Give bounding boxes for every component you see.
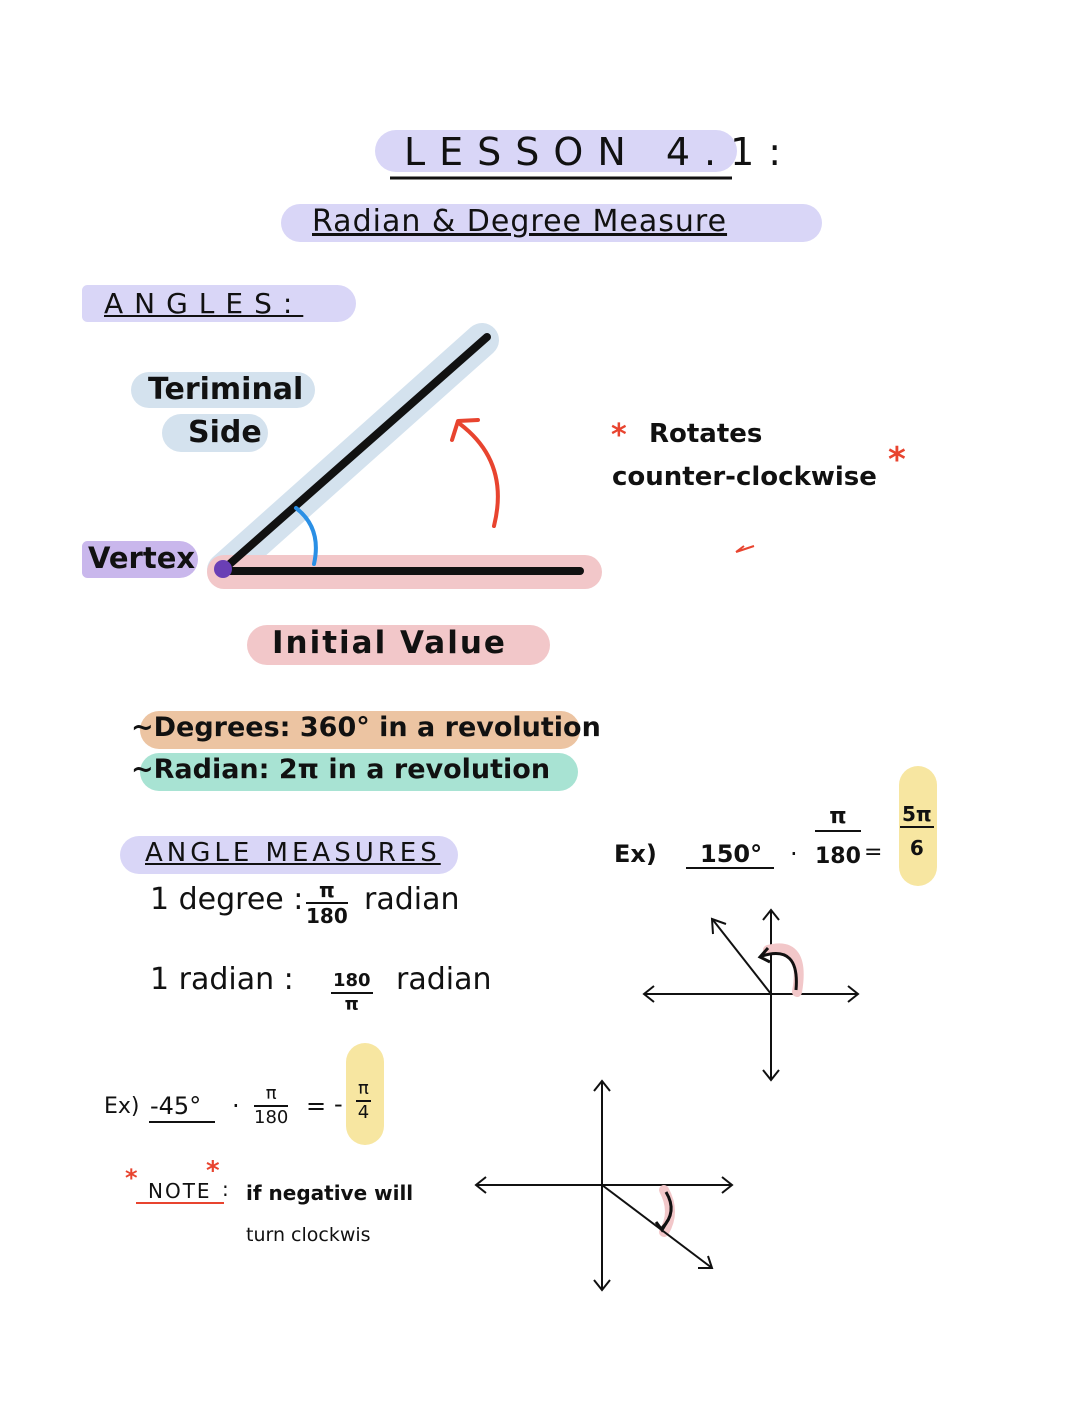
page-subtitle: Radian & Degree Measure xyxy=(312,204,728,239)
radian-conversion-unit: radian xyxy=(396,962,492,997)
note-line-2: turn clockwis xyxy=(246,1224,371,1246)
radian-definition: ~Radian: 2π in a revolution xyxy=(131,754,551,785)
vertex-dot xyxy=(214,560,232,578)
terminal-ray-neg45 xyxy=(602,1185,712,1268)
example1-dot: · xyxy=(232,1092,240,1120)
axes-example-2 xyxy=(644,910,858,1080)
example1-fraction: $\frac{\pi}{180}$ xyxy=(254,1083,289,1128)
initial-side-label: Initial Value xyxy=(272,625,507,661)
example1-sign: - xyxy=(334,1090,343,1118)
radian-conversion-fraction: $\frac{180}{\pi}$ xyxy=(333,970,371,1015)
rotation-arrow xyxy=(460,424,498,526)
small-mark xyxy=(736,546,754,552)
axes-note xyxy=(476,1081,732,1290)
angle-measures-heading: ANGLE MEASURES xyxy=(145,838,441,868)
terminal-side-label: Teriminal xyxy=(148,372,304,407)
note-colon: : xyxy=(222,1177,229,1201)
example1-result: $\frac{\pi}{4}$ xyxy=(357,1078,370,1123)
example1-equals: = xyxy=(306,1092,327,1120)
rotation-note-1: Rotates xyxy=(649,419,763,449)
degree-conversion-fraction: $\frac{\pi}{180}$ xyxy=(306,878,348,928)
degree-conversion-lead: 1 degree : xyxy=(150,882,304,917)
vertex-label: Vertex xyxy=(88,541,196,575)
example2-fraction: $\frac{\pi}{180}$ xyxy=(815,804,861,869)
note-label: NOTE xyxy=(148,1179,212,1203)
example2-result: $\frac{5\pi}{6}$ xyxy=(902,802,932,860)
rotation-star-2: * xyxy=(888,440,906,480)
example1-prefix: Ex) xyxy=(104,1094,140,1119)
page-title: LESSON 4.1: xyxy=(404,130,796,174)
radian-conversion-lead: 1 radian : xyxy=(150,962,294,997)
degree-conversion-unit: radian xyxy=(364,882,460,917)
degrees-definition: ~Degrees: 360° in a revolution xyxy=(131,712,601,743)
note-star-2: * xyxy=(206,1156,220,1186)
rotation-star: * xyxy=(611,418,627,453)
note-star-1: * xyxy=(125,1164,138,1192)
terminal-side-label-2: Side xyxy=(188,415,262,450)
example2-equals: = xyxy=(864,840,883,865)
example2-dot: · xyxy=(790,840,798,868)
note-line-1: if negative will xyxy=(246,1181,414,1205)
example2-prefix: Ex) xyxy=(614,840,657,868)
example2-value: 150° xyxy=(700,840,763,868)
example1-value: -45° xyxy=(150,1092,202,1120)
angles-heading: ANGLES: xyxy=(104,287,304,320)
rotation-note-2: counter-clockwise xyxy=(612,462,877,492)
